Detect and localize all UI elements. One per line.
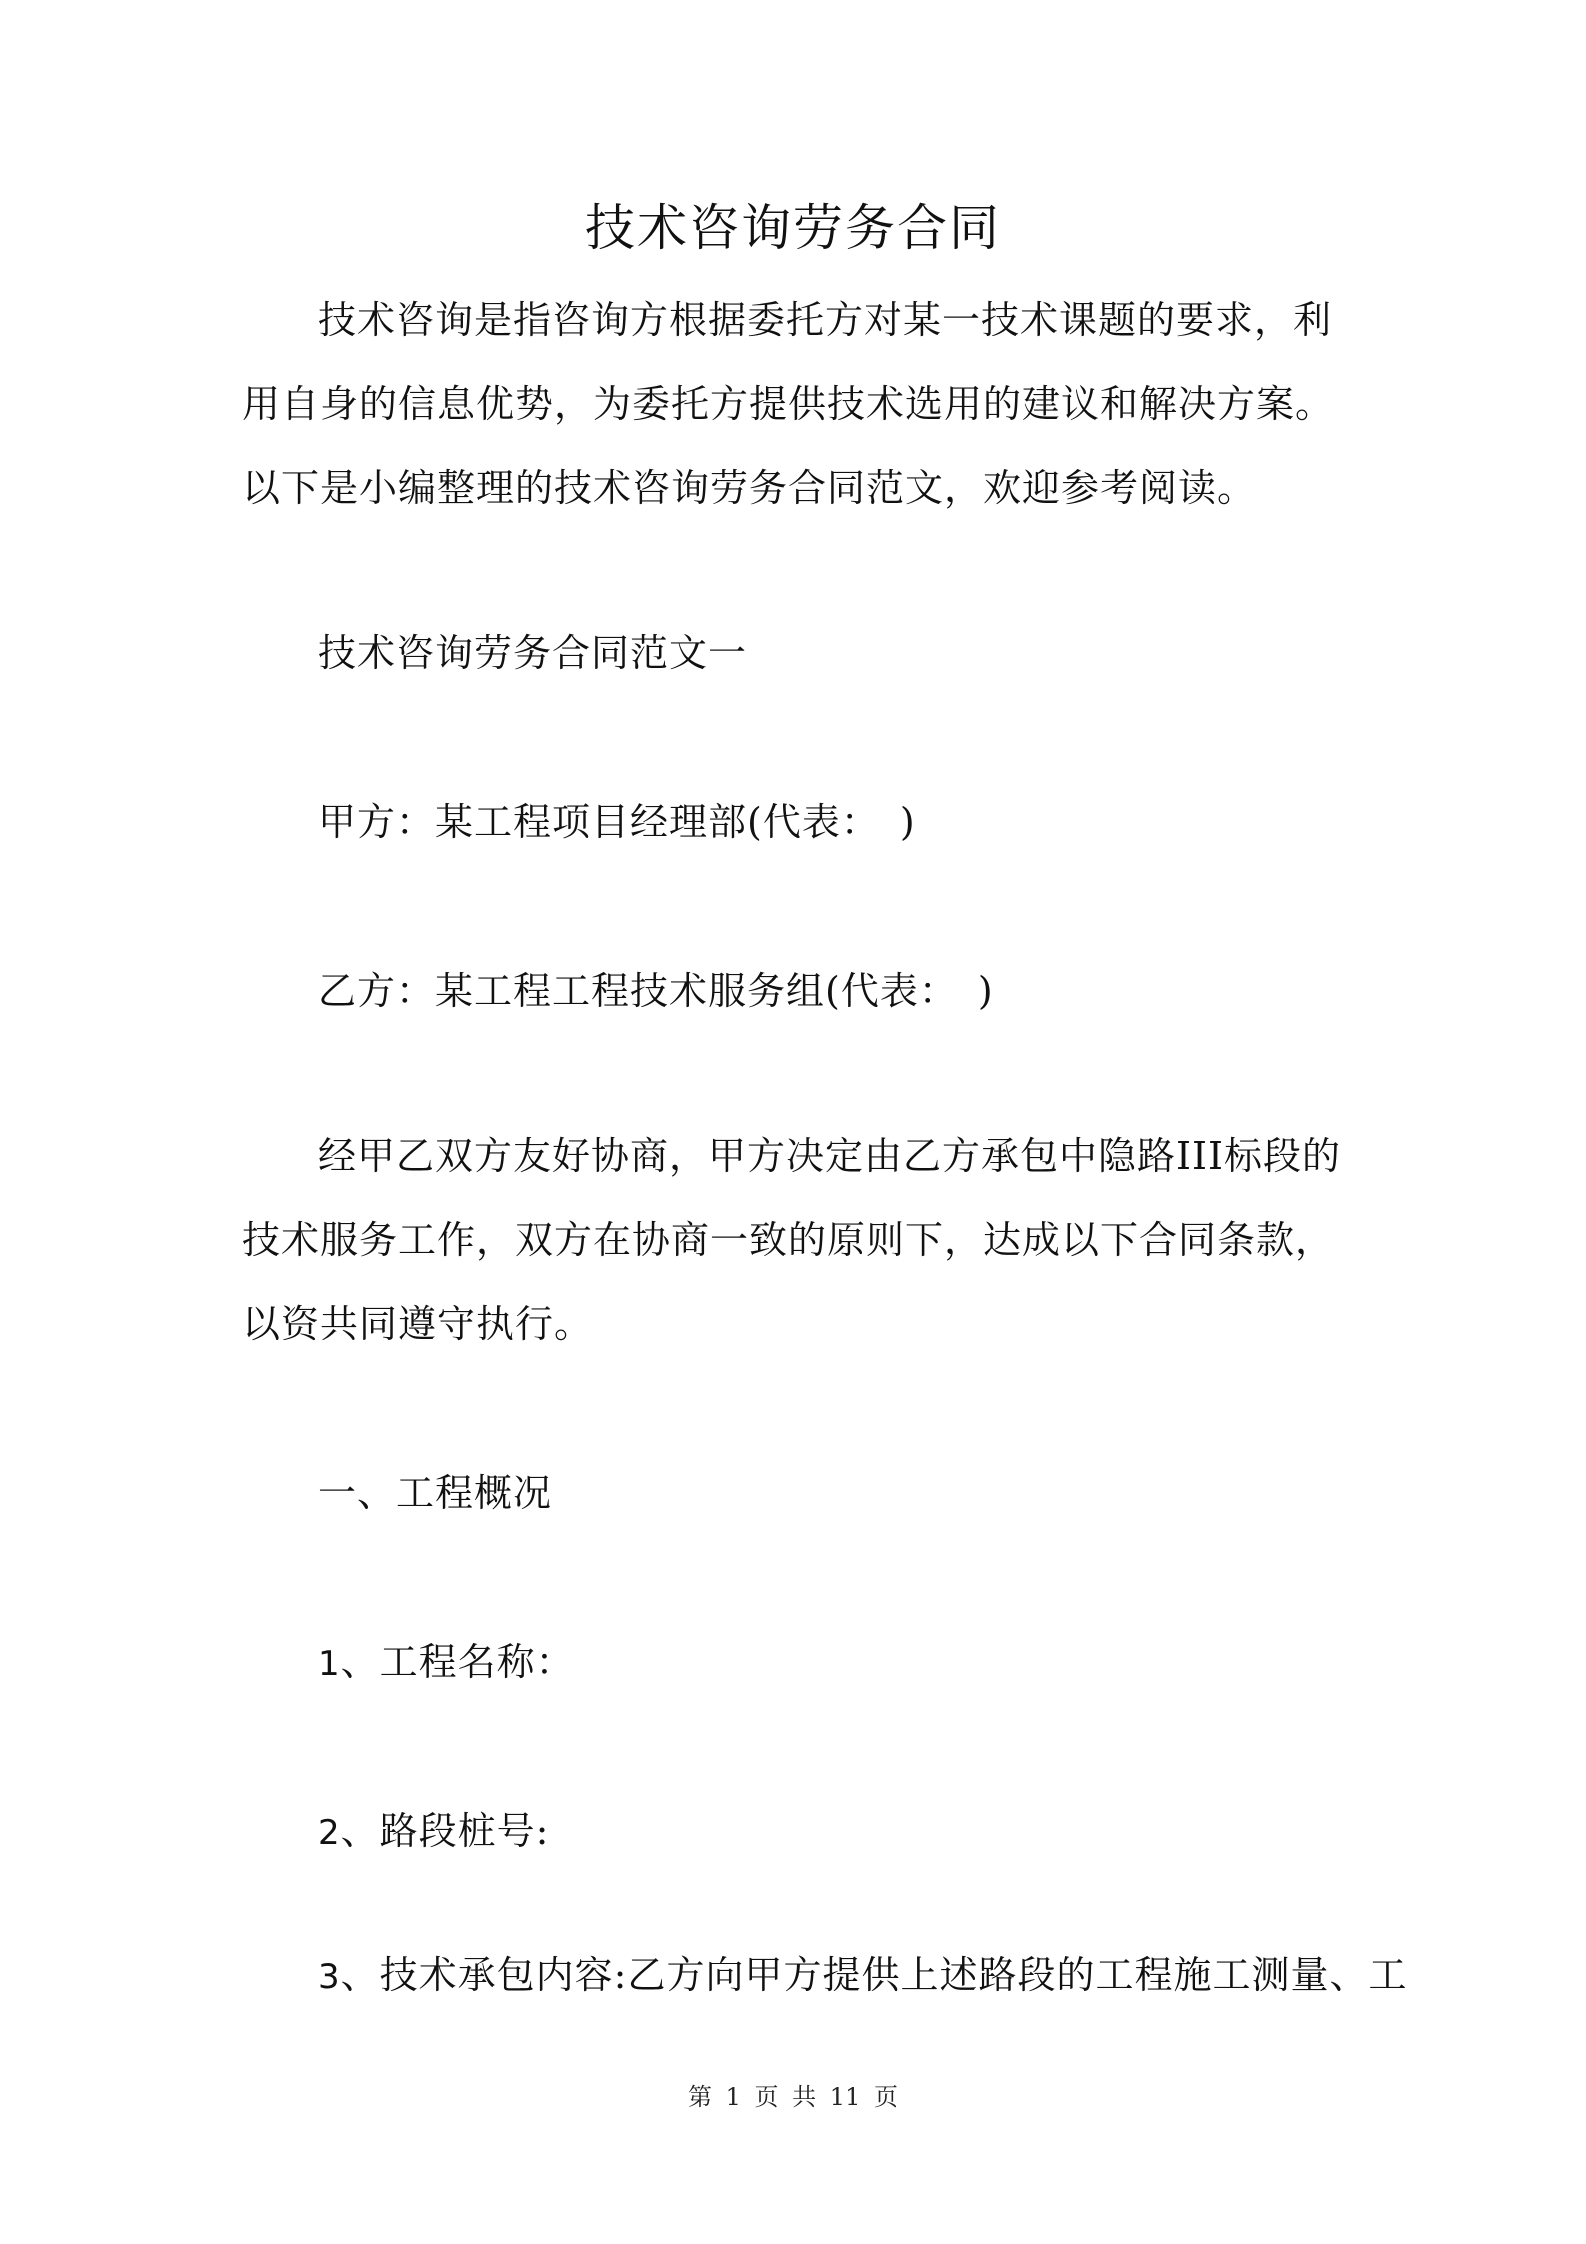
document-title: 技术咨询劳务合同	[585, 199, 1001, 257]
item-2-line	[318, 1806, 549, 1858]
party-a-line: 甲方：某工程项目经理部(代表： )	[318, 800, 916, 844]
item-2-number: 2	[318, 1813, 341, 1853]
item-1-number: 1	[318, 1644, 341, 1684]
item-1-text: 、工程名称：	[340, 1640, 575, 1684]
intro-text: 技术咨询是指咨询方根据委托方对某一技术课题的要求，利用自身的信息优势，为委托方提供技术选用的建议和解决方案。以下是小编整理的技术咨询劳务合同范文，欢迎参考阅读。	[242, 298, 1335, 510]
item-2-text: 、路段桩号:	[340, 1809, 550, 1853]
item-3-line	[318, 1950, 1407, 2002]
version-heading: 技术咨询劳务合同范文一	[318, 631, 748, 675]
item-3-number: 3	[318, 1957, 341, 1997]
section-1-heading: 一、工程概况	[318, 1471, 553, 1515]
party-b-line: 乙方：某工程工程技术服务组(代表： )	[318, 969, 994, 1013]
agreement-text: 经甲乙双方友好协商，甲方决定由乙方承包中隐路III标段的技术服务工作，双方在协商一致的原则下，达成以下合同条款，以资共同遵守执行。	[242, 1134, 1342, 1346]
item-3-text: 、技术承包内容:乙方向甲方提供上述路段的工程施工测量、工	[340, 1953, 1408, 1997]
intro-paragraph	[242, 278, 1362, 530]
agreement-paragraph	[242, 1114, 1362, 1366]
page-footer: 第 1 页 共 11 页	[688, 2083, 898, 2111]
item-1-line	[318, 1637, 575, 1689]
